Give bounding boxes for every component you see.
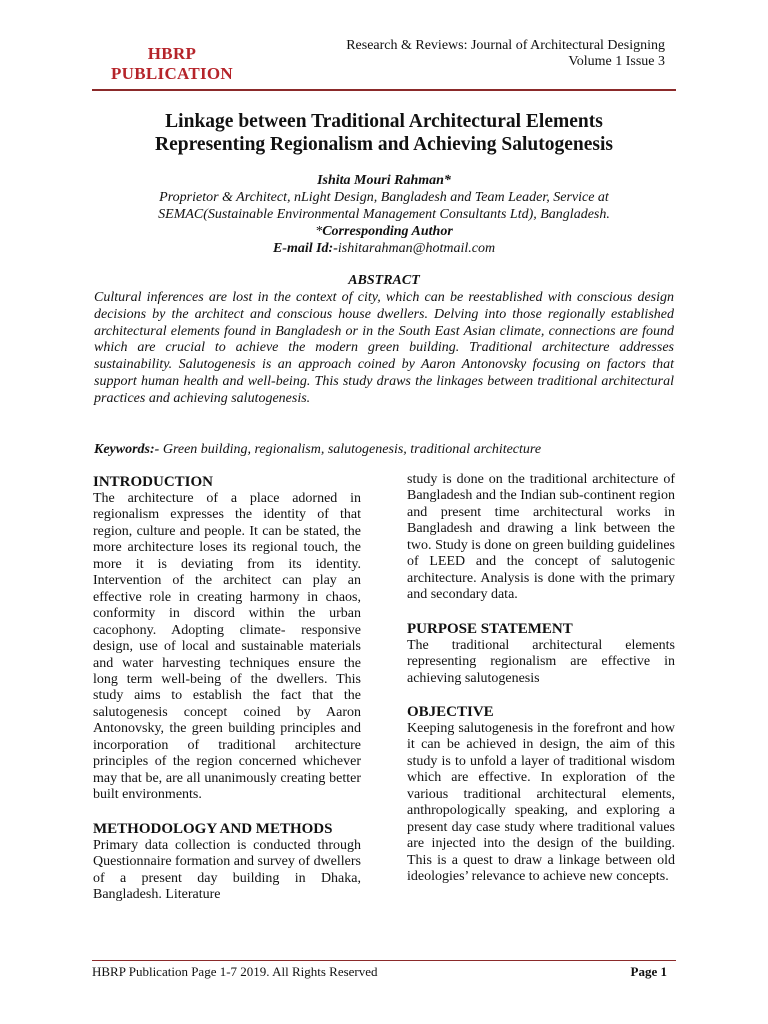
keywords bbox=[94, 441, 674, 458]
purpose-text: The traditional architectural elements representing regionalism are effective in achieving salutogenesis bbox=[407, 637, 675, 686]
introduction-heading: INTRODUCTION bbox=[93, 474, 214, 490]
title-line-2: Representing Regionalism and Achieving Salutogenesis bbox=[155, 134, 613, 155]
affiliation-line-2: SEMAC(Sustainable Environmental Management Consultants Ltd), Bangladesh. bbox=[158, 207, 610, 222]
objective-text: Keeping salutogenesis in the forefront and how it can be achieved in design, the aim of this study is to unfold a layer of traditional wisdom which are effective. In exploration of the various traditional architectural elements, anthropologically speaking, and exploring a present day case study where traditional values are injected into the design of the building. This is a quest to draw a linkage between old ideologies’ relevance to achieve new concepts. bbox=[407, 720, 675, 885]
publisher-logo bbox=[92, 44, 252, 84]
objective-heading: OBJECTIVE bbox=[407, 703, 494, 720]
keywords-label: Keywords:- bbox=[94, 442, 160, 457]
title-line-1: Linkage between Traditional Architectural Elements bbox=[165, 111, 603, 132]
keywords-text: Green building, regionalism, salutogenesis, traditional architecture bbox=[159, 442, 542, 457]
abstract-heading: ABSTRACT bbox=[348, 273, 420, 288]
left-column bbox=[93, 473, 361, 903]
methodology-text: Primary data collection is conducted through Questionnaire formation and survey of dwellers of a present day building in Dhaka, Bangladesh. Literature bbox=[93, 837, 361, 902]
methodology-heading: METHODOLOGY AND METHODS bbox=[93, 820, 333, 837]
corresponding-marker: * bbox=[315, 224, 323, 239]
introduction-text: The architecture of a place adorned in regionalism expresses the identity of that region, culture and people. It can be stated, the more architecture loses its regional touch, the more it is deviating from its identity. Intervention of the architect can play an effective role in creating harmony in chaos, conformity in discord within the urban cacophony. Adopting climate- responsive design, use of local and sustainable materials and water harvesting techniques ensure the long term well-being of the dwellers. This study aims to establish the fact that the salutogenesis concept coined by Aaron Antonovsky, the green building principles and incorporation of traditional architecture principles of the region concerned whichever may that be, are all unanimously creating better built environments. bbox=[93, 491, 361, 803]
logo-line-2: PUBLICATION bbox=[110, 64, 233, 83]
paper-title bbox=[92, 110, 676, 156]
email-address[interactable]: ishitarahman@hotmail.com bbox=[337, 241, 496, 256]
journal-info bbox=[346, 38, 665, 70]
footer-divider bbox=[92, 960, 676, 961]
methodology-text-continued: study is done on the traditional architecture of Bangladesh and the Indian sub-continent region and present time architectural works in Bangladesh and drawing a link between the two. Study is done on green building guidelines of LEED and the concept of salutogenic architecture. Analysis is done with the primary and secondary data. bbox=[407, 472, 675, 603]
abstract-text: Cultural inferences are lost in the context of city, which can be reestablished with conscious design decisions by the architect and conscious house dwellers. Delving into those regionally established architectural elements found in Bangladesh or in the South East Asian climate, connections are found which are crucial to achieve the modern green building. Traditional architecture addresses sustainability. Salutogenesis is an approach coined by Aaron Antonovsky focusing on factors that support human health and well-being. This study draws the linkages between traditional architectural practices and achieving salutogenesis. bbox=[94, 290, 674, 406]
email-line bbox=[92, 240, 676, 257]
page-number: Page 1 bbox=[630, 964, 667, 979]
journal-name: Research & Reviews: Journal of Architectural Designing bbox=[346, 38, 665, 53]
header-divider bbox=[92, 89, 676, 91]
affiliation-line-1: Proprietor & Architect, nLight Design, Bangladesh and Team Leader, Service at bbox=[159, 190, 609, 205]
right-column bbox=[407, 472, 675, 886]
corresponding-author bbox=[92, 223, 676, 240]
logo-line-1: HBRP bbox=[147, 44, 197, 63]
author-name: Ishita Mouri Rahman* bbox=[317, 173, 451, 188]
purpose-heading: PURPOSE STATEMENT bbox=[407, 620, 573, 637]
journal-volume: Volume 1 Issue 3 bbox=[568, 54, 665, 69]
email-label: E-mail Id:- bbox=[272, 241, 338, 256]
footer-copyright: HBRP Publication Page 1-7 2019. All Rights Reserved bbox=[92, 964, 378, 979]
author-block bbox=[92, 172, 676, 257]
corresponding-label: Corresponding Author bbox=[322, 224, 453, 239]
